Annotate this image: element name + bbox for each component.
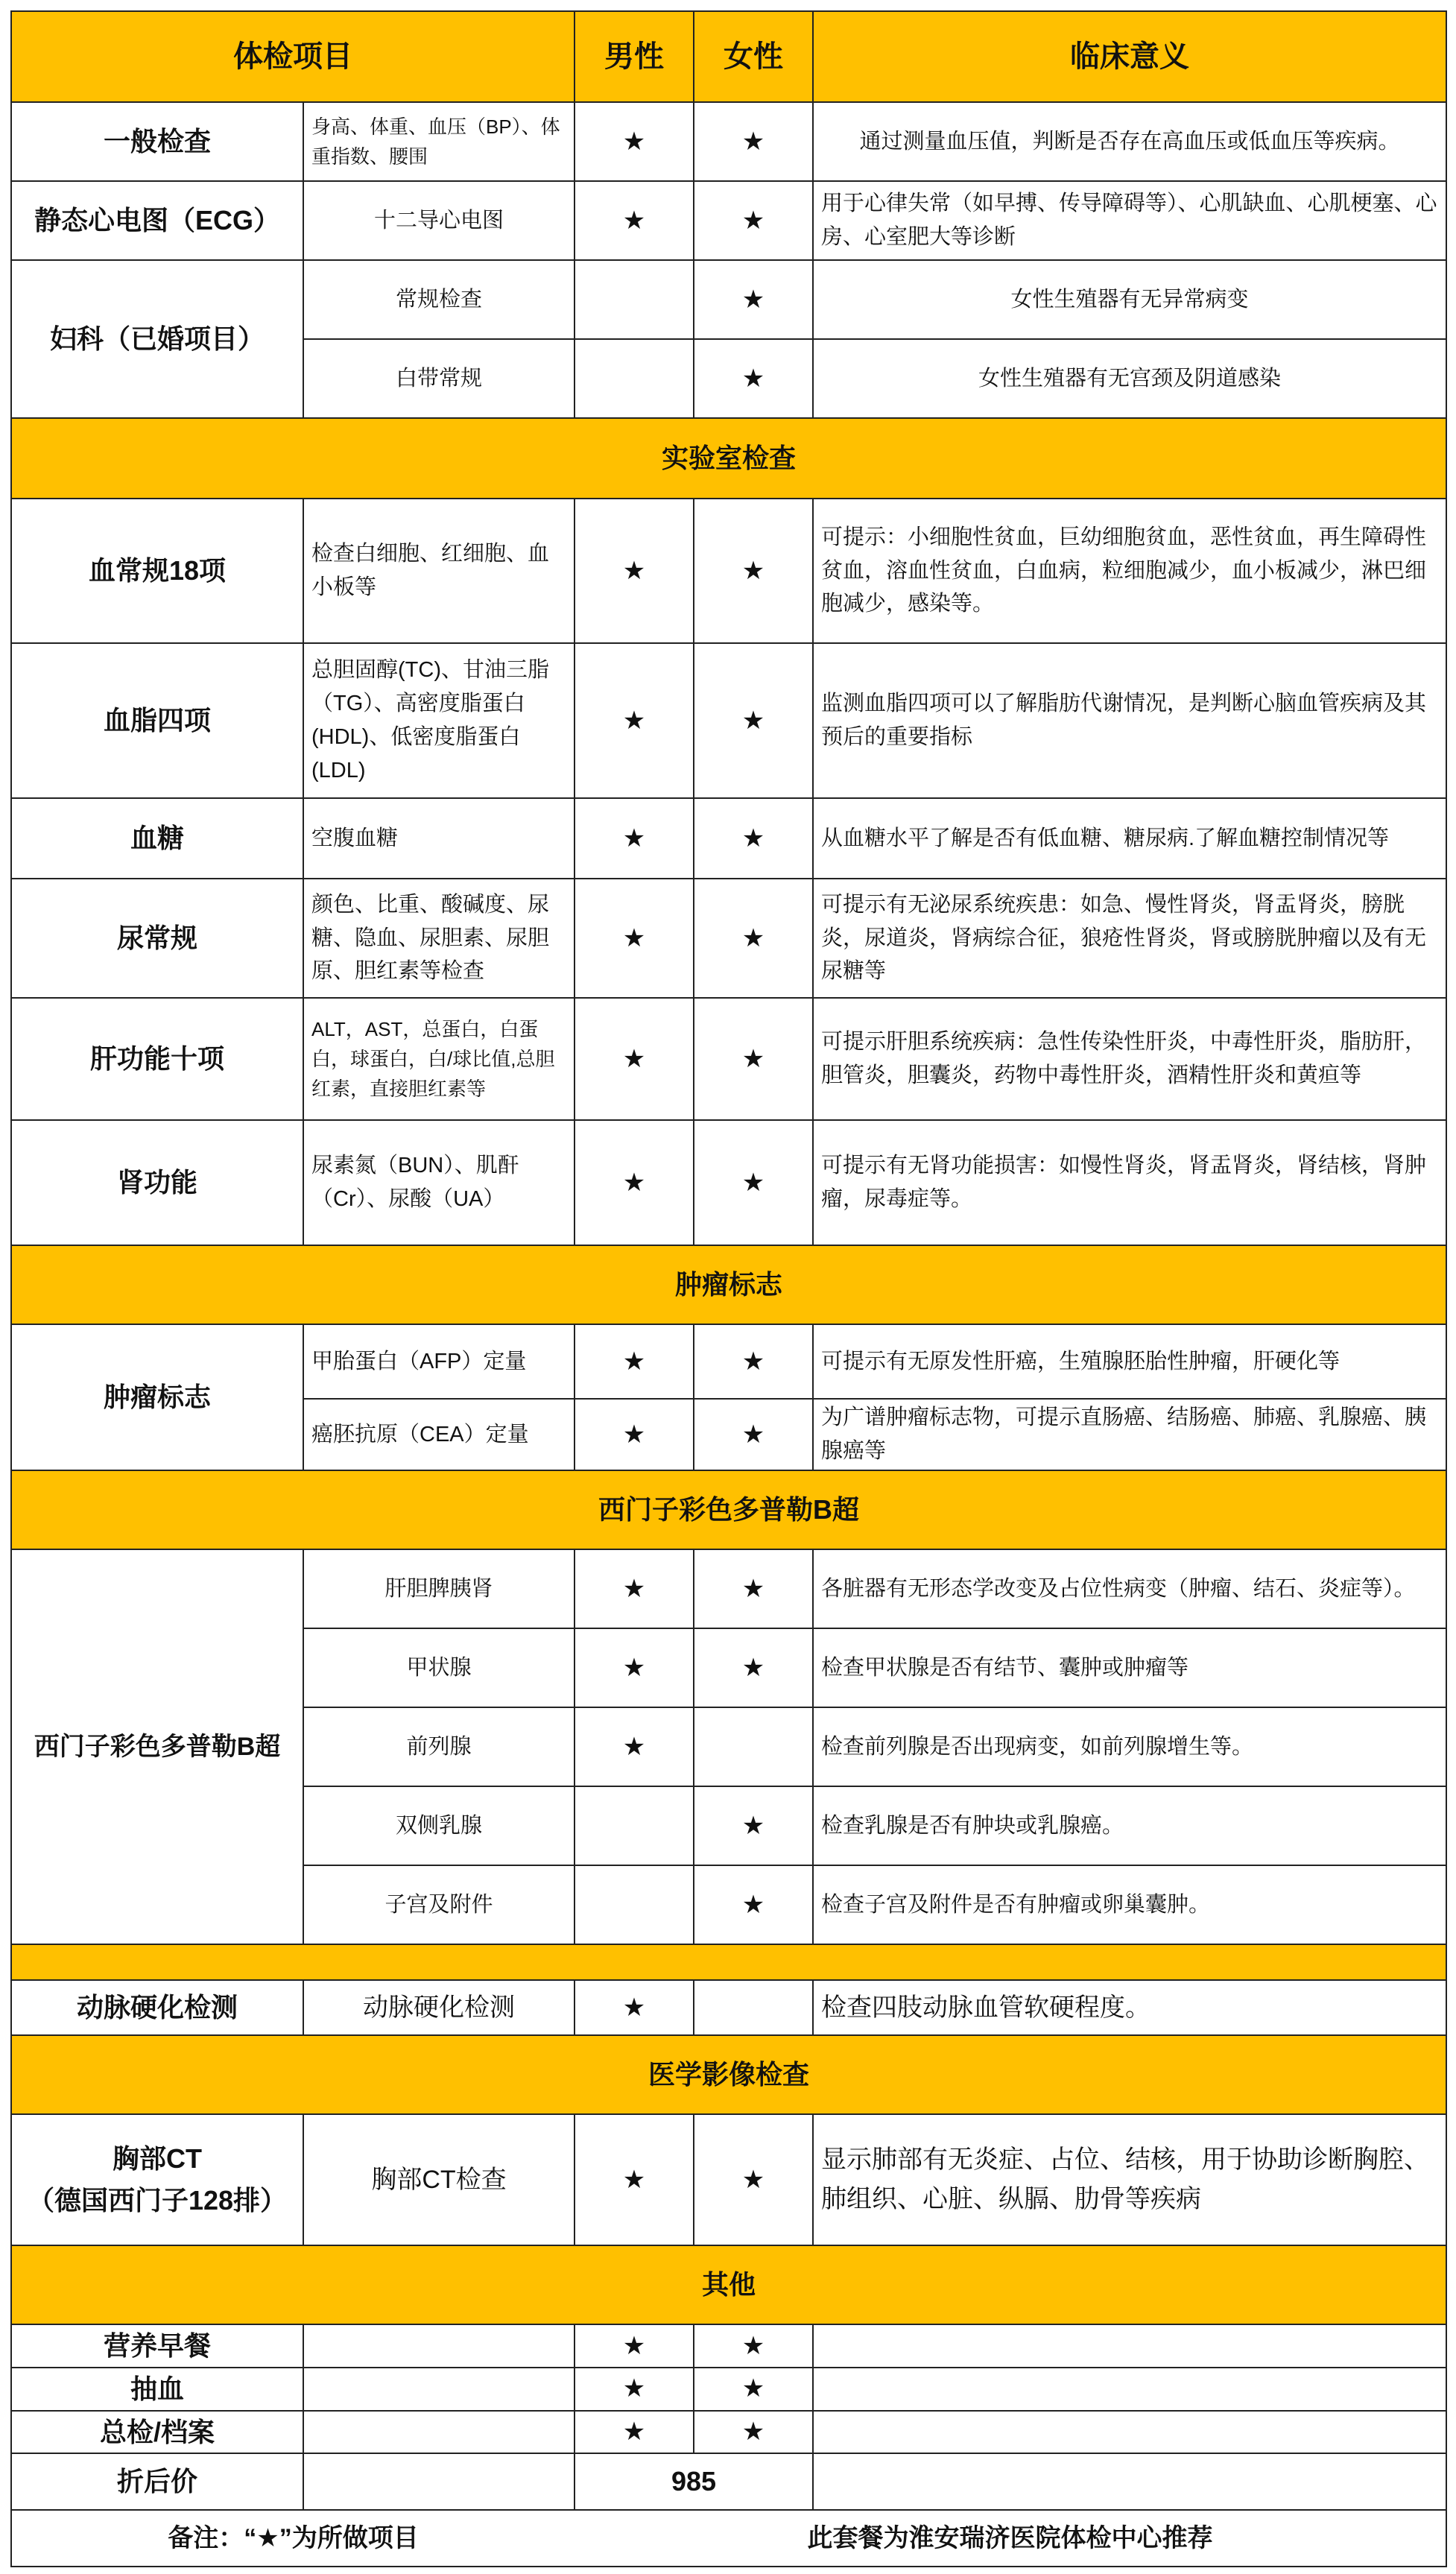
female-empty-cell (694, 1980, 813, 2035)
clinical-meaning: 女性生殖器有无宫颈及阴道感染 (813, 339, 1446, 418)
section-row (11, 2245, 1446, 2324)
clinical-meaning: 各脏器有无形态学改变及占位性病变（肿瘤、结石、炎症等）。 (813, 1549, 1446, 1628)
clinical-meaning: 检查前列腺是否出现病变，如前列腺增生等。 (813, 1707, 1446, 1786)
item-name (11, 2114, 303, 2245)
female-star-icon: ★ (694, 1549, 813, 1628)
female-star-icon: ★ (694, 1786, 813, 1865)
item-name: 抽血 (11, 2368, 303, 2411)
female-star-icon: ★ (694, 1120, 813, 1245)
female-star-icon: ★ (694, 2368, 813, 2411)
item-name: 血常规18项 (11, 499, 303, 643)
item-detail (303, 2411, 575, 2454)
clinical-meaning: 通过测量血压值，判断是否存在高血压或低血压等疾病。 (813, 102, 1446, 181)
female-star-icon: ★ (694, 2411, 813, 2454)
female-star-icon: ★ (694, 1865, 813, 1944)
table-row (11, 643, 1446, 798)
section-row (11, 2035, 1446, 2114)
item-name: 肾功能 (11, 1120, 303, 1245)
female-star-icon: ★ (694, 1399, 813, 1470)
clinical-meaning (813, 2368, 1446, 2411)
table-row (11, 2114, 1446, 2245)
item-detail: 白带常规 (303, 339, 575, 418)
clinical-meaning (813, 2324, 1446, 2368)
clinical-meaning: 可提示有无肾功能损害：如慢性肾炎，肾盂肾炎，肾结核，肾肿瘤，尿毒症等。 (813, 1120, 1446, 1245)
female-empty-cell (694, 1707, 813, 1786)
male-star-icon: ★ (575, 1549, 694, 1628)
header-project: 体检项目 (11, 11, 575, 102)
item-detail (303, 2368, 575, 2411)
table-row (11, 499, 1446, 643)
section-title: 实验室检查 (11, 418, 1446, 499)
male-star-icon: ★ (575, 2114, 694, 2245)
price-row (11, 2453, 1446, 2510)
item-name-line2: （德国西门子128排） (27, 2185, 288, 2216)
item-detail: 癌胚抗原（CEA）定量 (303, 1399, 575, 1470)
table-row (11, 1120, 1446, 1245)
male-empty-cell (575, 260, 694, 339)
clinical-meaning (813, 2453, 1446, 2510)
item-detail: 总胆固醇(TC)、甘油三脂（TG）、高密度脂蛋白(HDL)、低密度脂蛋白(LDL) (303, 643, 575, 798)
price-value: 985 (575, 2453, 813, 2510)
item-detail: 肝胆脾胰肾 (303, 1549, 575, 1628)
table-row (11, 798, 1446, 879)
clinical-meaning: 可提示：小细胞性贫血，巨幼细胞贫血，恶性贫血，再生障碍性贫血，溶血性贫血，白血病，粒细胞减少，血小板减少，淋巴细胞减少，感染等。 (813, 499, 1446, 643)
female-star-icon: ★ (694, 2324, 813, 2368)
female-star-icon: ★ (694, 2114, 813, 2245)
item-name: 肝功能十项 (11, 998, 303, 1120)
female-star-icon: ★ (694, 1324, 813, 1399)
clinical-meaning: 可提示有无泌尿系统疾患：如急、慢性肾炎，肾盂肾炎，膀胱炎，尿道炎，肾病综合征，狼疮性肾炎，肾或膀胱肿瘤以及有无尿糖等 (813, 879, 1446, 998)
clinical-meaning: 检查子宫及附件是否有肿瘤或卵巢囊肿。 (813, 1865, 1446, 1944)
male-star-icon: ★ (575, 102, 694, 181)
item-detail: 十二导心电图 (303, 181, 575, 260)
male-empty-cell (575, 1786, 694, 1865)
item-detail: 空腹血糖 (303, 798, 575, 879)
male-star-icon: ★ (575, 879, 694, 998)
item-detail: 动脉硬化检测 (303, 1980, 575, 2035)
female-star-icon: ★ (694, 102, 813, 181)
clinical-meaning: 可提示肝胆系统疾病：急性传染性肝炎，中毒性肝炎，脂肪肝，胆管炎，胆囊炎，药物中毒性肝炎，酒精性肝炎和黄疸等 (813, 998, 1446, 1120)
clinical-meaning: 可提示有无原发性肝癌，生殖腺胚胎性肿瘤，肝硬化等 (813, 1324, 1446, 1399)
male-star-icon: ★ (575, 2324, 694, 2368)
female-star-icon: ★ (694, 339, 813, 418)
clinical-meaning: 用于心律失常（如早搏、传导障碍等）、心肌缺血、心肌梗塞、心房、心室肥大等诊断 (813, 181, 1446, 260)
female-star-icon: ★ (694, 643, 813, 798)
clinical-meaning: 从血糖水平了解是否有低血糖、糖尿病.了解血糖控制情况等 (813, 798, 1446, 879)
section-title: 肿瘤标志 (11, 1245, 1446, 1324)
header-female: 女性 (694, 11, 813, 102)
table-row (11, 181, 1446, 260)
item-detail (303, 2324, 575, 2368)
table-header-row (11, 11, 1446, 102)
table-row (11, 1980, 1446, 2035)
item-detail: 甲胎蛋白（AFP）定量 (303, 1324, 575, 1399)
footer-note: 备注：“★”为所做项目 (11, 2510, 575, 2567)
female-star-icon: ★ (694, 499, 813, 643)
clinical-meaning: 监测血脂四项可以了解脂肪代谢情况，是判断心脑血管疾病及其预后的重要指标 (813, 643, 1446, 798)
item-name: 营养早餐 (11, 2324, 303, 2368)
item-name: 尿常规 (11, 879, 303, 998)
footer-row (11, 2510, 1446, 2567)
clinical-meaning: 女性生殖器有无异常病变 (813, 260, 1446, 339)
item-name-line1: 胸部CT (113, 2143, 202, 2175)
table-row (11, 2324, 1446, 2368)
item-name: 血糖 (11, 798, 303, 879)
female-star-icon: ★ (694, 181, 813, 260)
male-star-icon: ★ (575, 998, 694, 1120)
table-row (11, 102, 1446, 181)
header-meaning: 临床意义 (813, 11, 1446, 102)
male-star-icon: ★ (575, 1980, 694, 2035)
item-name: 肿瘤标志 (11, 1324, 303, 1470)
table-row (11, 998, 1446, 1120)
male-star-icon: ★ (575, 1707, 694, 1786)
clinical-meaning: 检查乳腺是否有肿块或乳腺癌。 (813, 1786, 1446, 1865)
header-male: 男性 (575, 11, 694, 102)
male-star-icon: ★ (575, 1120, 694, 1245)
male-star-icon: ★ (575, 181, 694, 260)
item-detail: 子宫及附件 (303, 1865, 575, 1944)
male-star-icon: ★ (575, 499, 694, 643)
male-star-icon: ★ (575, 1628, 694, 1707)
male-star-icon: ★ (575, 643, 694, 798)
item-name: 西门子彩色多普勒B超 (11, 1549, 303, 1944)
male-empty-cell (575, 339, 694, 418)
male-star-icon: ★ (575, 798, 694, 879)
table-row (11, 2368, 1446, 2411)
clinical-meaning: 检查甲状腺是否有结节、囊肿或肿瘤等 (813, 1628, 1446, 1707)
female-star-icon: ★ (694, 998, 813, 1120)
checkup-package-table-container (10, 10, 1446, 2564)
blank-band (11, 1944, 1446, 1980)
clinical-meaning: 显示肺部有无炎症、占位、结核，用于协助诊断胸腔、肺组织、心脏、纵膈、肋骨等疾病 (813, 2114, 1446, 2245)
male-star-icon: ★ (575, 2368, 694, 2411)
item-name: 血脂四项 (11, 643, 303, 798)
table-row (11, 2411, 1446, 2454)
table-row (11, 879, 1446, 998)
item-name: 妇科（已婚项目） (11, 260, 303, 418)
item-detail: 前列腺 (303, 1707, 575, 1786)
item-detail: 身高、体重、血压（BP）、体重指数、腰围 (303, 102, 575, 181)
female-star-icon: ★ (694, 260, 813, 339)
price-label: 折后价 (11, 2453, 303, 2510)
section-row (11, 1470, 1446, 1549)
male-empty-cell (575, 1865, 694, 1944)
item-detail: 甲状腺 (303, 1628, 575, 1707)
blank-row (11, 1944, 1446, 1980)
female-star-icon: ★ (694, 879, 813, 998)
male-star-icon: ★ (575, 1324, 694, 1399)
footer-recommend: 此套餐为淮安瑞济医院体检中心推荐 (575, 2510, 1446, 2567)
section-title: 西门子彩色多普勒B超 (11, 1470, 1446, 1549)
item-detail: 常规检查 (303, 260, 575, 339)
section-row (11, 1245, 1446, 1324)
item-name: 静态心电图（ECG） (11, 181, 303, 260)
item-detail: 双侧乳腺 (303, 1786, 575, 1865)
clinical-meaning: 为广谱肿瘤标志物，可提示直肠癌、结肠癌、肺癌、乳腺癌、胰腺癌等 (813, 1399, 1446, 1470)
checkup-package-table (10, 10, 1447, 2567)
male-star-icon: ★ (575, 2411, 694, 2454)
item-name: 一般检查 (11, 102, 303, 181)
section-title: 其他 (11, 2245, 1446, 2324)
table-row (11, 1324, 1446, 1399)
item-detail: 颜色、比重、酸碱度、尿糖、隐血、尿胆素、尿胆原、胆红素等检查 (303, 879, 575, 998)
clinical-meaning (813, 2411, 1446, 2454)
item-detail: 尿素氮（BUN）、肌酐（Cr）、尿酸（UA） (303, 1120, 575, 1245)
table-row (11, 1549, 1446, 1628)
item-detail (303, 2453, 575, 2510)
section-row (11, 418, 1446, 499)
item-name: 总检/档案 (11, 2411, 303, 2454)
section-title: 医学影像检查 (11, 2035, 1446, 2114)
clinical-meaning: 检查四肢动脉血管软硬程度。 (813, 1980, 1446, 2035)
item-name: 动脉硬化检测 (11, 1980, 303, 2035)
female-star-icon: ★ (694, 798, 813, 879)
female-star-icon: ★ (694, 1628, 813, 1707)
item-detail: 检查白细胞、红细胞、血小板等 (303, 499, 575, 643)
item-detail: 胸部CT检查 (303, 2114, 575, 2245)
item-detail: ALT，AST，总蛋白，白蛋白，球蛋白，白/球比值,总胆红素，直接胆红素等 (303, 998, 575, 1120)
table-row (11, 260, 1446, 339)
male-star-icon: ★ (575, 1399, 694, 1470)
